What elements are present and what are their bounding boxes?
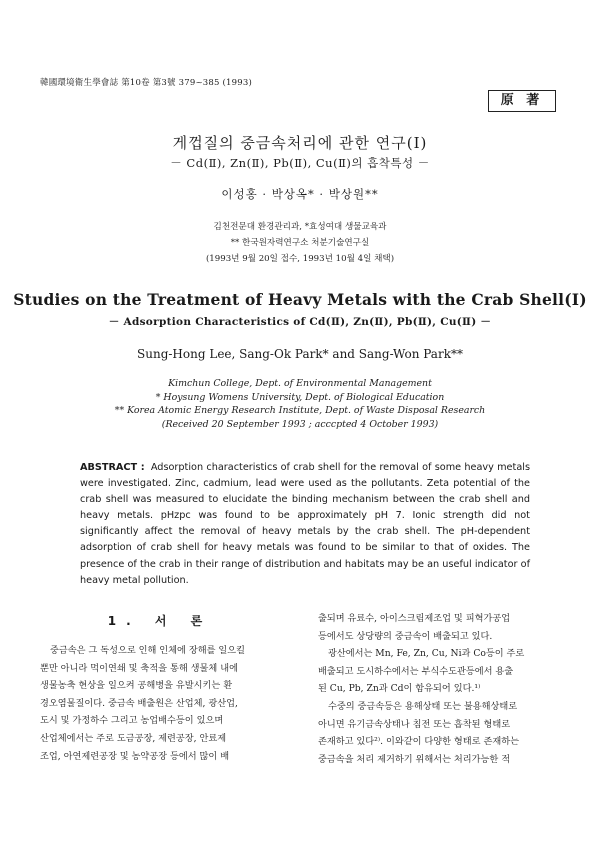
body-line: 광산에서는 Mn, Fe, Zn, Cu, Ni과 Co등이 주로 bbox=[328, 648, 525, 660]
body-column-right bbox=[318, 610, 568, 768]
section-heading-introduction: 1. 서 론 bbox=[107, 614, 213, 628]
english-subtitle: － Adsorption Characteristics of Cd(Ⅱ), Zn(Ⅱ), Pb(Ⅱ), Cu(Ⅱ) － bbox=[108, 316, 492, 328]
english-authors: Sung-Hong Lee, Sang-Ok Park* and Sang-Won Park** bbox=[137, 347, 463, 361]
body-line: 생물농축 현상을 일으켜 공해병을 유발시키는 환 bbox=[40, 680, 233, 692]
body-line: 존재하고 있다²⁾. 이와같이 다양한 형태로 존재하는 bbox=[318, 736, 519, 748]
body-line: 아니면 유기금속상태나 침전 또는 흡착된 형태로 bbox=[318, 718, 511, 730]
abstract bbox=[80, 460, 530, 589]
abstract-label: ABSTRACT : bbox=[80, 462, 145, 473]
body-line: 된 Cu, Pb, Zn과 Cd이 함유되어 있다.¹⁾ bbox=[318, 683, 481, 695]
english-title: Studies on the Treatment of Heavy Metals with the Crab Shell(Ⅰ) bbox=[13, 290, 587, 309]
body-line: 산업체에서는 주로 도금공장, 제련공장, 안료제 bbox=[40, 732, 227, 744]
abstract-text: Adsorption characteristics of crab shell for the removal of some heavy metals were investigated. Zinc, cadmium, lead were used as the pollutants. Zeta potential of the crab shell was measured to elucidate the binding mechanism between the crab shell and heavy metals. pHzpc was found to be approximately pH 7. Ionic strength did not significantly affect the removal of heavy metals by the crab shell. The pH-dependent adsorption of crab shell for heavy metals was found to be similar to that of oxides. The presence of the crab in their range of distribution and habitats may be an useful indicator of heavy metal pollution. bbox=[80, 462, 530, 586]
body-line: 배출되고 도시하수에서는 부식수도관등에서 용출 bbox=[318, 665, 514, 677]
body-line: 조업, 아연제련공장 및 농약공장 등에서 많이 배 bbox=[40, 750, 230, 762]
article-type-badge: 原 著 bbox=[488, 90, 556, 112]
body-line: 출되며 유료수, 아이스크림제조업 및 피혁가공업 bbox=[318, 613, 511, 624]
body-line: 중금속은 그 독성으로 인해 인체에 장해를 일으킬 bbox=[50, 645, 246, 656]
english-affiliation-1: Kimchun College, Dept. of Environmental Management bbox=[168, 378, 432, 389]
body-line: 뿐만 아니라 먹이연쇄 및 축적을 통해 생물체 내에 bbox=[40, 662, 238, 674]
journal-citation: 韓國環境衛生學會誌 第10卷 第3號 379~385 (1993) bbox=[40, 78, 252, 88]
english-affiliation-3: ** Korea Atomic Energy Research Institute, Dept. of Waste Disposal Research bbox=[114, 405, 486, 416]
body-line: 등에서도 상당량의 중금속이 배출되고 있다. bbox=[318, 630, 493, 642]
korean-affiliation-1: 김천전문대 환경관리과, *효성여대 생물교육과 bbox=[213, 222, 387, 232]
body-line: 경오염물질이다. 중금속 배출원은 산업체, 광산업, bbox=[40, 697, 238, 709]
english-affiliation-2: * Hoysung Womens University, Dept. of Biological Education bbox=[155, 392, 445, 403]
korean-subtitle: － Cd(Ⅱ), Zn(Ⅱ), Pb(Ⅱ), Cu(Ⅱ)의 흡착특성 － bbox=[170, 156, 430, 170]
body-line: 수중의 중금속등은 용해상태 또는 불용해상태로 bbox=[328, 700, 518, 712]
body-line: 중금속을 처리 제거하기 위해서는 처리가능한 적 bbox=[318, 753, 511, 765]
english-received-date: (Received 20 September 1993 ; acccpted 4 October 1993) bbox=[161, 419, 439, 430]
body-column-left bbox=[40, 642, 290, 765]
korean-affiliation-2: ** 한국원자력연구소 처분기술연구실 bbox=[230, 238, 370, 248]
korean-authors: 이성홍 · 박상옥* · 박상원** bbox=[221, 187, 379, 201]
korean-received-date: (1993년 9월 20일 접수, 1993년 10월 4일 채택) bbox=[205, 254, 395, 264]
korean-title: 게껍질의 중금속처리에 관한 연구(Ⅰ) bbox=[172, 134, 428, 152]
body-line: 도시 및 가정하수 그리고 농업배수등이 있으며 bbox=[40, 715, 224, 727]
